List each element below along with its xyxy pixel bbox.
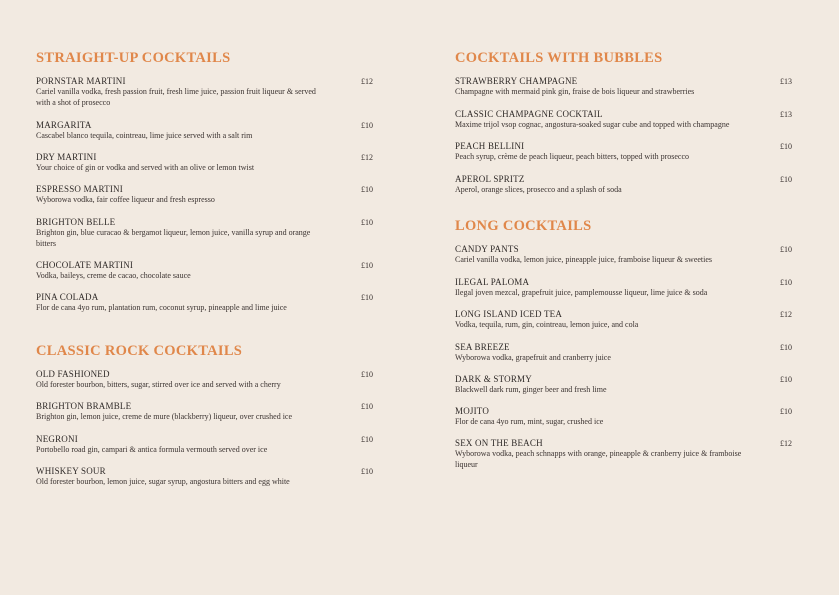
- item-description: Maxime trijol vsop cognac, angostura-soaked sugar cube and topped with champagne: [455, 120, 730, 129]
- item-price: £12: [361, 153, 373, 162]
- item-price: £10: [780, 142, 792, 151]
- menu-item: [455, 438, 795, 470]
- item-price: £10: [780, 343, 792, 352]
- menu-item: [36, 184, 376, 206]
- menu-item: [36, 260, 376, 282]
- item-price: £10: [780, 245, 792, 254]
- item-description: Wyborowa vodka, fair coffee liqueur and fresh espresso: [36, 195, 215, 204]
- item-description: Blackwell dark rum, ginger beer and fresh lime: [455, 385, 607, 394]
- item-price: £13: [780, 77, 792, 86]
- menu-item: [455, 309, 795, 331]
- item-price: £10: [361, 121, 373, 130]
- menu-item: [36, 120, 376, 142]
- item-price: £10: [780, 375, 792, 384]
- item-name: DRY MARTINI: [36, 152, 97, 162]
- item-price: £10: [780, 278, 792, 287]
- item-price: £10: [361, 218, 373, 227]
- menu-item: [36, 466, 376, 488]
- item-name: DARK & STORMY: [455, 374, 532, 384]
- menu-item: [455, 277, 795, 299]
- section-title-classic-rock: CLASSIC ROCK COCKTAILS: [36, 343, 243, 359]
- item-price: £12: [361, 77, 373, 86]
- item-name: BRIGHTON BRAMBLE: [36, 401, 132, 411]
- menu-item: [36, 76, 376, 108]
- item-name: SEX ON THE BEACH: [455, 438, 543, 448]
- item-description: Cascabel blanco tequila, cointreau, lime juice served with a salt rim: [36, 131, 253, 140]
- item-name: CHOCOLATE MARTINI: [36, 260, 134, 270]
- item-description: Flor de cana 4yo rum, mint, sugar, crushed ice: [455, 417, 604, 426]
- item-name: PINA COLADA: [36, 292, 99, 302]
- menu-item: [455, 374, 795, 396]
- item-description: Wyborowa vodka, peach schnapps with orange, pineapple & cranberry juice & framboise liqueur: [455, 449, 742, 469]
- item-name: CANDY PANTS: [455, 244, 519, 254]
- item-price: £10: [780, 175, 792, 184]
- item-name: PORNSTAR MARTINI: [36, 76, 126, 86]
- item-name: WHISKEY SOUR: [36, 466, 106, 476]
- item-name: ILEGAL PALOMA: [455, 277, 530, 287]
- item-name: CLASSIC CHAMPAGNE COCKTAIL: [455, 109, 603, 119]
- item-name: APEROL SPRITZ: [455, 174, 525, 184]
- item-description: Old forester bourbon, lemon juice, sugar syrup, angostura bitters and egg white: [36, 477, 290, 486]
- menu-item: [455, 109, 795, 131]
- section-title-long: LONG COCKTAILS: [455, 218, 592, 234]
- item-price: £12: [780, 439, 792, 448]
- item-price: £10: [361, 435, 373, 444]
- item-name: MARGARITA: [36, 120, 92, 130]
- item-description: Cariel vanilla vodka, fresh passion fruit, fresh lime juice, passion fruit liqueur & served with a shot of prosecco: [36, 87, 316, 107]
- item-description: Champagne with mermaid pink gin, fraise de bois liqueur and strawberries: [455, 87, 695, 96]
- menu-item: [36, 434, 376, 456]
- menu-item: [455, 406, 795, 428]
- item-name: ESPRESSO MARTINI: [36, 184, 123, 194]
- item-price: £10: [361, 370, 373, 379]
- menu-item: [455, 174, 795, 196]
- menu-item: [36, 292, 376, 314]
- item-name: SEA BREEZE: [455, 342, 510, 352]
- item-description: Brighton gin, lemon juice, creme de mure (blackberry) liqueur, over crushed ice: [36, 412, 293, 421]
- item-price: £13: [780, 110, 792, 119]
- item-price: £10: [780, 407, 792, 416]
- menu-item: [36, 152, 376, 174]
- menu-item: [455, 244, 795, 266]
- item-name: NEGRONI: [36, 434, 78, 444]
- item-price: £10: [361, 467, 373, 476]
- item-description: Old forester bourbon, bitters, sugar, stirred over ice and served with a cherry: [36, 380, 281, 389]
- menu-item: [455, 141, 795, 163]
- item-description: Brighton gin, blue curacao & bergamot liqueur, lemon juice, vanilla syrup and orange bitters: [36, 228, 311, 248]
- item-name: PEACH BELLINI: [455, 141, 525, 151]
- item-description: Wyborowa vodka, grapefruit and cranberry juice: [455, 353, 611, 362]
- item-price: £10: [361, 402, 373, 411]
- item-description: Vodka, baileys, creme de cacao, chocolate sauce: [36, 271, 191, 280]
- item-description: Peach syrup, crème de peach liqueur, peach bitters, topped with prosecco: [455, 152, 690, 161]
- item-name: STRAWBERRY CHAMPAGNE: [455, 76, 578, 86]
- item-description: Vodka, tequila, rum, gin, cointreau, lemon juice, and cola: [455, 320, 639, 329]
- item-description: Cariel vanilla vodka, lemon juice, pineapple juice, framboise liqueur & sweeties: [455, 255, 713, 264]
- menu-item: [36, 369, 376, 391]
- menu-item: [36, 401, 376, 423]
- section-title-straight-up: STRAIGHT-UP COCKTAILS: [36, 50, 231, 66]
- item-price: £12: [780, 310, 792, 319]
- item-name: OLD FASHIONED: [36, 369, 110, 379]
- item-name: LONG ISLAND ICED TEA: [455, 309, 563, 319]
- item-description: Aperol, orange slices, prosecco and a splash of soda: [455, 185, 622, 194]
- item-name: MOJITO: [455, 406, 490, 416]
- item-description: Your choice of gin or vodka and served with an olive or lemon twist: [36, 163, 255, 172]
- item-description: Flor de cana 4yo rum, plantation rum, coconut syrup, pineapple and lime juice: [36, 303, 287, 312]
- section-title-bubbles: COCKTAILS WITH BUBBLES: [455, 50, 663, 66]
- menu-item: [455, 76, 795, 98]
- menu-item: [455, 342, 795, 364]
- item-price: £10: [361, 293, 373, 302]
- item-description: Ilegal joven mezcal, grapefruit juice, pamplemousse liqueur, lime juice & soda: [455, 288, 708, 297]
- item-price: £10: [361, 185, 373, 194]
- item-price: £10: [361, 261, 373, 270]
- item-name: BRIGHTON BELLE: [36, 217, 116, 227]
- menu-item: [36, 217, 376, 249]
- item-description: Portobello road gin, campari & antica formula vermouth served over ice: [36, 445, 268, 454]
